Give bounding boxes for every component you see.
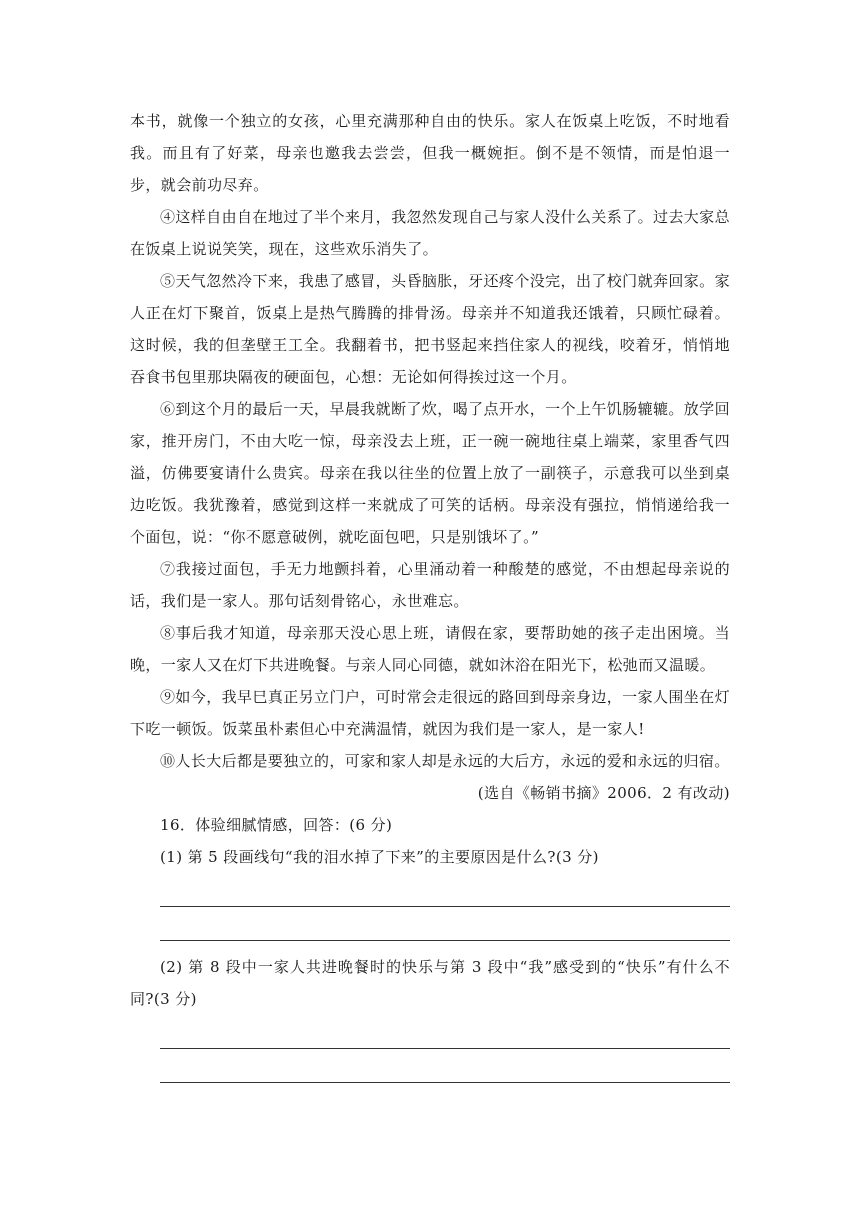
passage-source: (选自《畅销书摘》2006．2 有改动) bbox=[477, 784, 730, 802]
answer-line-3[interactable] bbox=[160, 1015, 730, 1049]
question-16-title: 16．体验细腻情感，回答：(6 分) bbox=[160, 816, 393, 834]
answer-line-2[interactable] bbox=[160, 907, 730, 941]
document-page bbox=[130, 105, 730, 1083]
passage-paragraph-10: ⑩人长大后都是要独立的，可家和家人却是永远的大后方，永远的爱和永远的归宿。 bbox=[160, 752, 730, 770]
passage-paragraph-8: ⑧事后我才知道，母亲那天没心思上班，请假在家，要帮助她的孩子走出困境。当晚，一家人又在灯下共进晚餐。与亲人同心同德，就如沐浴在阳光下，松弛而又温暖。 bbox=[130, 624, 730, 674]
passage-paragraph-3-continued: 本书，就像一个独立的女孩，心里充满那种自由的快乐。家人在饭桌上吃饭，不时地看我。而且有了好菜，母亲也邀我去尝尝，但我一概婉拒。倒不是不领情，而是怕退一步，就会前功尽弃。 bbox=[130, 112, 730, 194]
passage-paragraph-7: ⑦我接过面包，手无力地颤抖着，心里涌动着一种酸楚的感觉，不由想起母亲说的话，我们是一家人。那句话刻骨铭心，永世难忘。 bbox=[130, 560, 730, 610]
passage-paragraph-4: ④这样自由自在地过了半个来月，我忽然发现自己与家人没什么关系了。过去大家总在饭桌上说说笑笑，现在，这些欢乐消失了。 bbox=[130, 208, 730, 258]
question-16-1: (1) 第 5 段画线句“我的泪水掉了下来”的主要原因是什么?(3 分) bbox=[160, 848, 599, 866]
answer-line-4[interactable] bbox=[160, 1049, 730, 1083]
passage-paragraph-5: ⑤天气忽然冷下来，我患了感冒，头昏脑胀，牙还疼个没完，出了校门就奔回家。家人正在灯下聚首，饭桌上是热气腾腾的排骨汤。母亲并不知道我还饿着，只顾忙碌着。这时候，我的但垄壁王工全。我翻着书，把书竖起来挡住家人的视线，咬着牙，悄悄地吞食书包里那块隔夜的硬面包，心想：无论如何得挨过这一个月。 bbox=[130, 272, 730, 386]
passage-paragraph-6: ⑥到这个月的最后一天，早晨我就断了炊，喝了点开水，一个上午饥肠辘辘。放学回家，推开房门，不由大吃一惊，母亲没去上班，正一碗一碗地往桌上端菜，家里香气四溢，仿佛要宴请什么贵宾。母亲在我以往坐的位置上放了一副筷子，示意我可以坐到桌边吃饭。我犹豫着，感觉到这样一来就成了可笑的话柄。母亲没有强拉，悄悄递给我一个面包，说：“你不愿意破例，就吃面包吧，只是别饿坏了。” bbox=[130, 400, 730, 546]
question-16-2: (2) 第 8 段中一家人共进晚餐时的快乐与第 3 段中“我”感受到的“快乐”有什么不同?(3 分) bbox=[130, 958, 730, 1008]
passage-paragraph-9: ⑨如今，我早巳真正另立门户，可时常会走很远的路回到母亲身边，一家人围坐在灯下吃一顿饭。饭菜虽朴素但心中充满温情，就因为我们是一家人，是一家人! bbox=[130, 688, 730, 738]
answer-line-1[interactable] bbox=[160, 873, 730, 907]
